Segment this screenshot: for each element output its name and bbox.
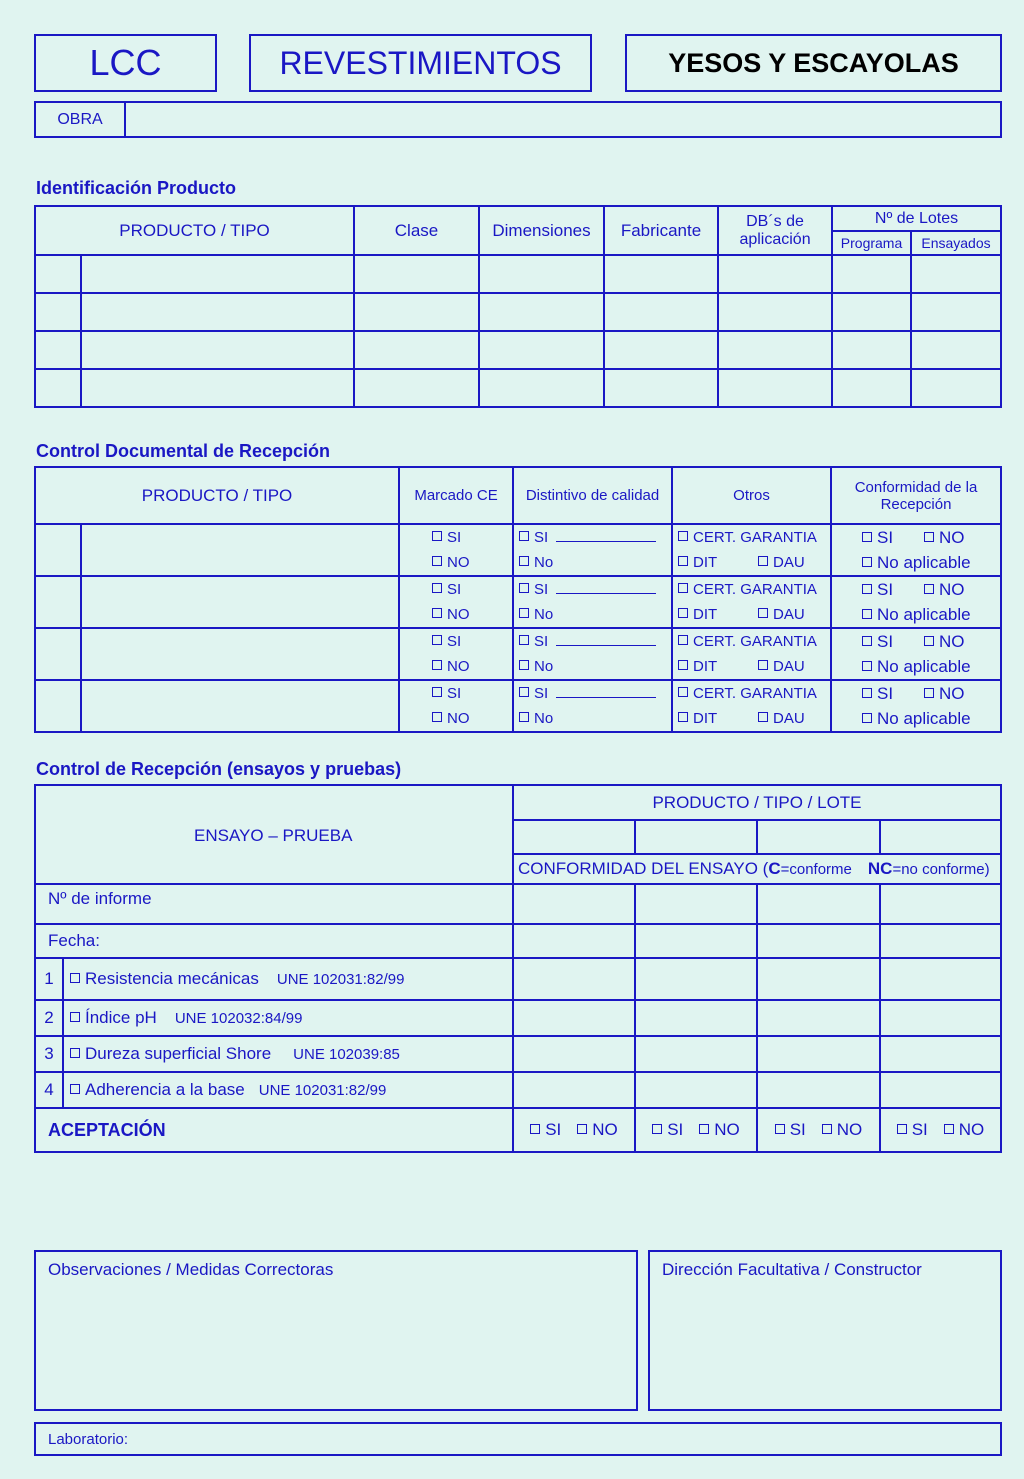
doc-row (35, 524, 1001, 576)
identificacion-title: Identificación Producto (36, 178, 237, 198)
lote-cell[interactable] (513, 820, 635, 854)
lote-cell[interactable] (880, 820, 1001, 854)
distintivo-no-checkbox[interactable]: No (519, 706, 671, 731)
documental-title: Control Documental de Recepción (36, 441, 331, 461)
test-row (35, 1000, 1001, 1036)
test-checkbox[interactable]: Dureza superficial Shore UNE 102039:85 (63, 1036, 513, 1072)
marcado-si-checkbox[interactable]: SI (432, 681, 512, 706)
identificacion-table (34, 205, 1002, 408)
test-row (35, 1036, 1001, 1072)
id-row (35, 255, 1001, 293)
conformidad-ensayo-label: CONFORMIDAD DEL ENSAYO (C=conforme NC=no conforme) (513, 854, 1001, 884)
marcado-si-checkbox[interactable]: SI (432, 629, 512, 654)
aceptacion-si-checkbox[interactable]: SI (530, 1120, 561, 1139)
distintivo-no-checkbox[interactable]: No (519, 602, 671, 627)
dau-checkbox[interactable]: DAU (758, 658, 805, 675)
marcado-si-checkbox[interactable]: SI (432, 525, 512, 550)
id-row (35, 331, 1001, 369)
doc-header-marcado: Marcado CE (399, 467, 513, 524)
informe-label: Nº de informe (35, 884, 513, 924)
revestimientos-title: REVESTIMIENTOS (249, 34, 592, 92)
marcado-no-checkbox[interactable]: NO (432, 654, 512, 679)
dit-checkbox[interactable]: DIT (678, 654, 758, 679)
ensayos-title: Control de Recepción (ensayos y pruebas) (36, 759, 402, 779)
distintivo-si-checkbox[interactable]: SI (519, 681, 671, 706)
cert-garantia-checkbox[interactable]: CERT. GARANTIA (678, 629, 830, 654)
marcado-no-checkbox[interactable]: NO (432, 550, 512, 575)
fecha-label: Fecha: (35, 924, 513, 958)
no-aplicable-checkbox[interactable]: No aplicable (862, 550, 1000, 575)
conformidad-no-checkbox[interactable]: NO (924, 528, 965, 547)
doc-header-producto: PRODUCTO / TIPO (35, 467, 399, 524)
distintivo-si-checkbox[interactable]: SI (519, 629, 671, 654)
ensayo-prueba-label: ENSAYO – PRUEBA (194, 826, 353, 845)
distintivo-no-checkbox[interactable]: No (519, 654, 671, 679)
test-number: 1 (35, 958, 63, 1000)
aceptacion-no-checkbox[interactable]: NO (822, 1120, 863, 1139)
aceptacion-no-checkbox[interactable]: NO (699, 1120, 740, 1139)
conformidad-si-checkbox[interactable]: SI (862, 681, 924, 706)
aceptacion-no-checkbox[interactable]: NO (577, 1120, 618, 1139)
cert-garantia-checkbox[interactable]: CERT. GARANTIA (678, 681, 830, 706)
doc-header-conformidad: Conformidad de la Recepción (831, 467, 1001, 524)
id-row (35, 293, 1001, 331)
test-number: 4 (35, 1072, 63, 1108)
aceptacion-si-checkbox[interactable]: SI (775, 1120, 806, 1139)
no-aplicable-checkbox[interactable]: No aplicable (862, 654, 1000, 679)
dau-checkbox[interactable]: DAU (758, 606, 805, 623)
direccion-box[interactable]: Dirección Facultativa / Constructor (648, 1250, 1002, 1411)
yesos-title: YESOS Y ESCAYOLAS (625, 34, 1002, 92)
conformidad-no-checkbox[interactable]: NO (924, 632, 965, 651)
cert-garantia-checkbox[interactable]: CERT. GARANTIA (678, 525, 830, 550)
distintivo-si-checkbox[interactable]: SI (519, 577, 671, 602)
dau-checkbox[interactable]: DAU (758, 554, 805, 571)
marcado-no-checkbox[interactable]: NO (432, 706, 512, 731)
no-aplicable-checkbox[interactable]: No aplicable (862, 706, 1000, 731)
test-checkbox[interactable]: Resistencia mecánicas UNE 102031:82/99 (63, 958, 513, 1000)
conformidad-si-checkbox[interactable]: SI (862, 629, 924, 654)
observaciones-box[interactable]: Observaciones / Medidas Correctoras (34, 1250, 638, 1411)
dit-checkbox[interactable]: DIT (678, 602, 758, 627)
obra-label: OBRA (35, 102, 125, 137)
ensayos-table (34, 784, 1002, 1153)
dau-checkbox[interactable]: DAU (758, 710, 805, 727)
id-header-ensayados: Ensayados (911, 231, 1001, 255)
lcc-title: LCC (34, 34, 217, 92)
id-header-producto: PRODUCTO / TIPO (35, 206, 354, 255)
documental-table (34, 466, 1002, 733)
id-header-clase: Clase (354, 206, 479, 255)
doc-row (35, 680, 1001, 732)
no-aplicable-checkbox[interactable]: No aplicable (862, 602, 1000, 627)
lote-cell[interactable] (757, 820, 880, 854)
id-header-fabricante: Fabricante (604, 206, 718, 255)
conformidad-si-checkbox[interactable]: SI (862, 577, 924, 602)
aceptacion-no-checkbox[interactable]: NO (944, 1120, 985, 1139)
test-checkbox[interactable]: Índice pH UNE 102032:84/99 (63, 1000, 513, 1036)
aceptacion-si-checkbox[interactable]: SI (652, 1120, 683, 1139)
dit-checkbox[interactable]: DIT (678, 706, 758, 731)
id-header-programa: Programa (832, 231, 911, 255)
aceptacion-si-checkbox[interactable]: SI (897, 1120, 928, 1139)
doc-header-otros: Otros (672, 467, 831, 524)
test-number: 2 (35, 1000, 63, 1036)
id-header-dimensiones: Dimensiones (479, 206, 604, 255)
producto-lote-header: PRODUCTO / TIPO / LOTE (513, 785, 1001, 820)
test-number: 3 (35, 1036, 63, 1072)
marcado-si-checkbox[interactable]: SI (432, 577, 512, 602)
id-header-lotes: Nº de Lotes (832, 206, 1001, 231)
id-row (35, 369, 1001, 407)
distintivo-si-checkbox[interactable]: SI (519, 525, 671, 550)
dit-checkbox[interactable]: DIT (678, 550, 758, 575)
lote-cell[interactable] (635, 820, 757, 854)
distintivo-no-checkbox[interactable]: No (519, 550, 671, 575)
doc-header-distintivo: Distintivo de calidad (513, 467, 672, 524)
conformidad-si-checkbox[interactable]: SI (862, 525, 924, 550)
test-row (35, 958, 1001, 1000)
obra-table (34, 101, 1002, 138)
cert-garantia-checkbox[interactable]: CERT. GARANTIA (678, 577, 830, 602)
test-row (35, 1072, 1001, 1108)
conformidad-no-checkbox[interactable]: NO (924, 684, 965, 703)
conformidad-no-checkbox[interactable]: NO (924, 580, 965, 599)
doc-row (35, 628, 1001, 680)
obra-field[interactable] (125, 102, 1001, 137)
test-checkbox[interactable]: Adherencia a la base UNE 102031:82/99 (63, 1072, 513, 1108)
marcado-no-checkbox[interactable]: NO (432, 602, 512, 627)
laboratorio-box[interactable]: Laboratorio: (34, 1422, 1002, 1456)
aceptacion-label: ACEPTACIÓN (35, 1108, 513, 1152)
id-header-dbs: DB´s de aplicación (718, 206, 832, 255)
doc-row (35, 576, 1001, 628)
